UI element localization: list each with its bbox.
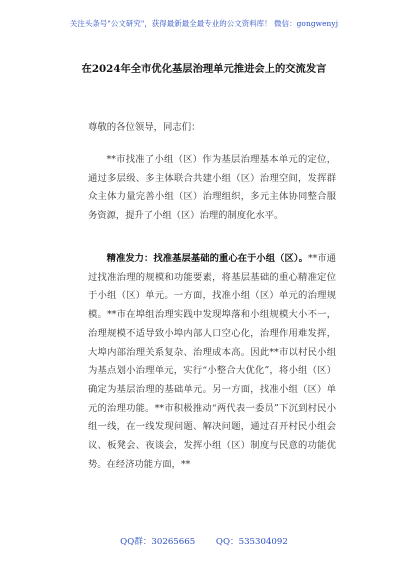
footer-qq-group: QQ群：30265665 (120, 537, 196, 547)
header-banner: 关注头条号"公文研究"，获得最新最全最专业的公文资料库！ 微信：gongwenyj (69, 19, 339, 28)
footer (0, 535, 408, 547)
paragraph-2-lead: 精准发力：找准基层基础的重心在于小组（区）。 (106, 253, 308, 264)
paragraph-2 (88, 250, 336, 474)
paragraph-2-body: **市通过找准治理的规模和功能要素，将基层基础的重心精准定位于小组（区）单元。一方面，找准小组（区）单元的治理规模。**市在埠组治理实践中发现埠落和小组规模大小不一，治理规模不适导致小埠内部人口空心化，治理作用难发挥，大埠内部治理关系复杂、治理成本高。因此**市以村民小组为基点划小治理单元，实行“小整合大优化”，将小组（区）确定为基层治理的基础单元。另一方面，找准小组（区）单元的治理功能。**市积极推动“两代表一委员”下沉到村民小组一线，在一线发现问题、解决问题，通过召开村民小组会议、板凳会、夜谈会，发挥小组（区）制度与民意的功能优势。在经济功能方面，** (88, 253, 336, 470)
document-title: 在2024年全市优化基层治理单元推进会上的交流发言 (81, 63, 327, 75)
footer-qq: QQ：535304092 (215, 537, 288, 547)
paragraph-1: **市找准了小组（区）作为基层治理基本单元的定位，通过多层级、多主体联合共建小组（区）治理空间，发挥群众主体力量完善小组（区）治理组织，多元主体协同整合服务资源，提升了小组（区）治理的制度化水平。 (88, 154, 336, 222)
salutation: 尊敬的各位领导，同志们： (88, 122, 201, 133)
